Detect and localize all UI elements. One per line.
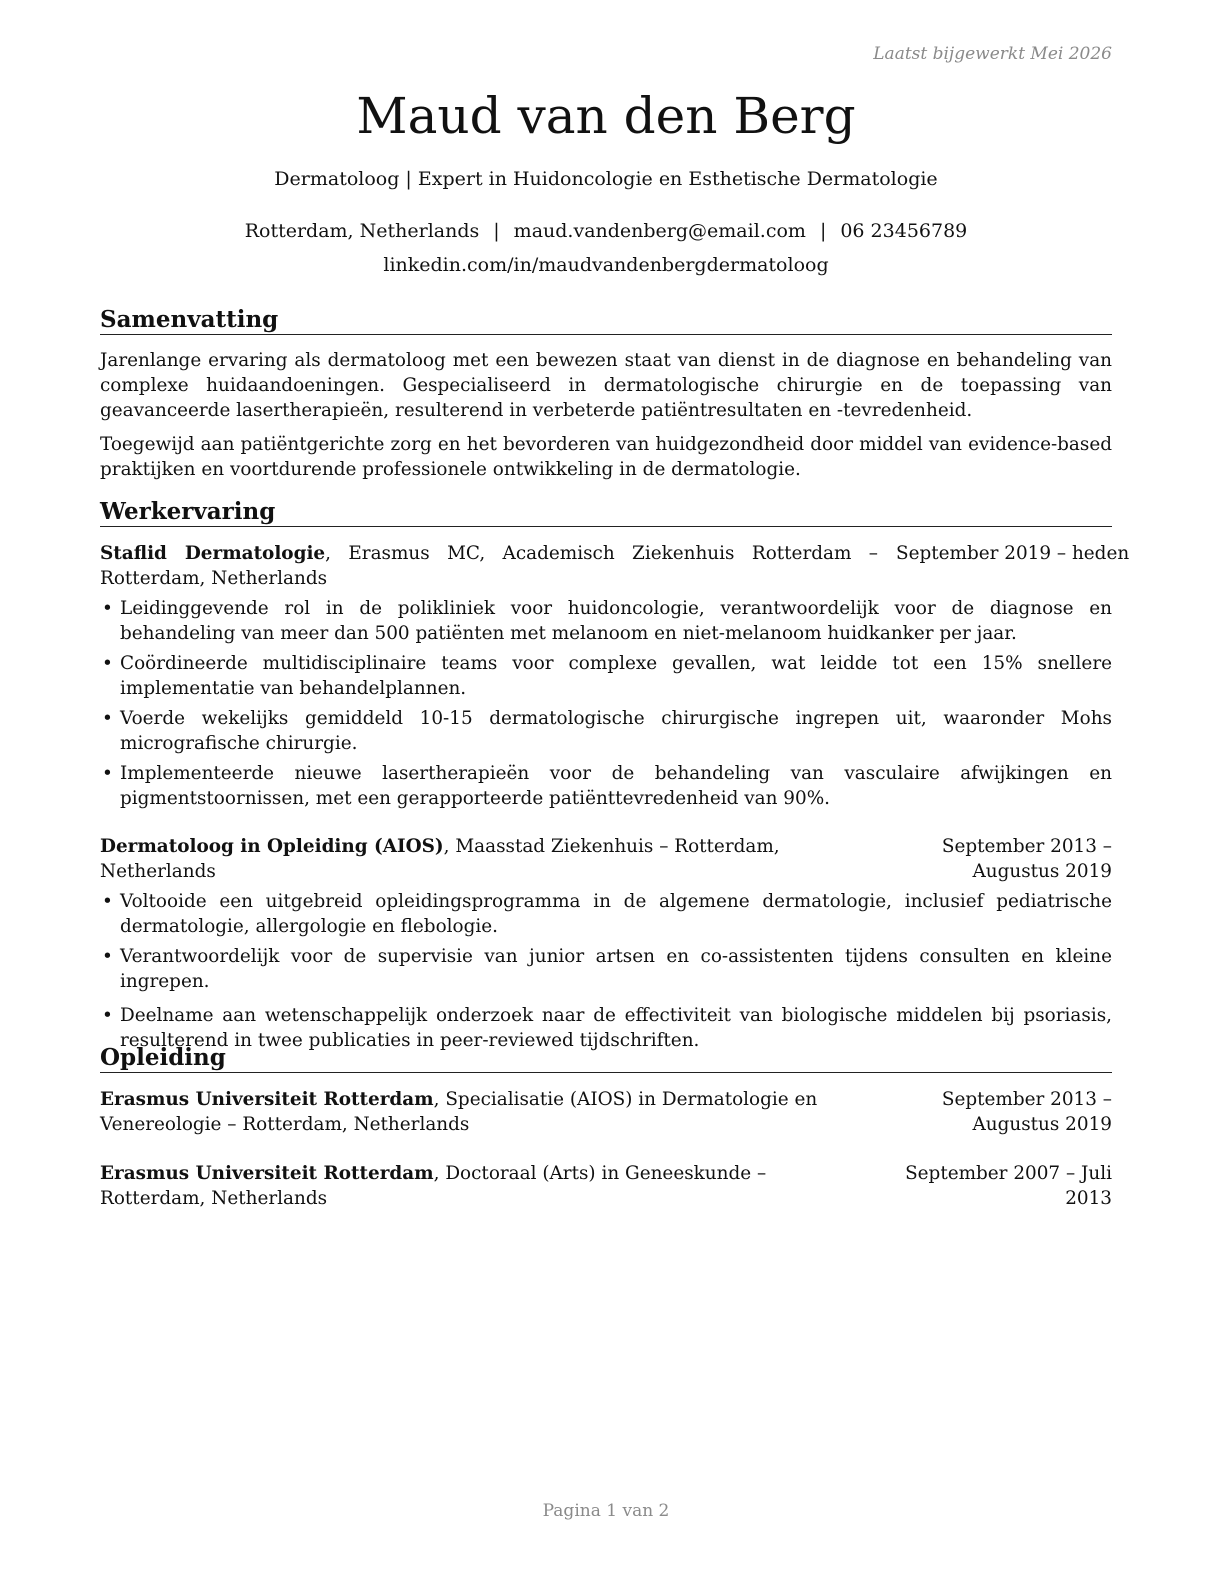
bullet-text: Leidinggevende rol in de polikliniek voor huidoncologie, verantwoordelijk voor de diagnose en behandeling van meer dan 500 patiënten met melanoom en niet-melanoom huidkanker per jaar. — [120, 598, 1112, 644]
section-heading-experience: Werkervaring — [100, 498, 1112, 527]
job-organization: , Maasstad Ziekenhuis – Rotterdam, Netherlands — [100, 836, 780, 882]
education-dates: September 2007 – Juli 2013 — [905, 1163, 1112, 1209]
job-title: Staflid Dermatologie — [100, 543, 326, 564]
education-detail: , Specialisatie (AIOS) in Dermatologie en Venereologie – Rotterdam, Netherlands — [100, 1089, 818, 1135]
job-title: Dermatoloog in Opleiding (AIOS) — [100, 836, 444, 857]
job-dates: September 2013 – Augustus 2019 — [941, 836, 1112, 882]
bullet-icon: • — [102, 1005, 113, 1026]
bullet-icon: • — [102, 763, 113, 784]
contact-linkedin[interactable]: linkedin.com/in/maudvandenbergdermatoloog — [383, 254, 829, 276]
last-updated: Laatst bijgewerkt Mei 2026 — [873, 44, 1112, 64]
job-title-line — [100, 541, 896, 591]
bullet-icon: • — [102, 708, 113, 729]
bullet-icon: • — [102, 653, 113, 674]
list-item — [100, 761, 1112, 811]
bullet-text: Verantwoordelijk voor de supervisie van junior artsen en co-assistenten tijdens consulten en kleine ingrepen. — [120, 946, 1112, 992]
contact-phone: 06 23456789 — [840, 220, 968, 242]
contact-line — [100, 218, 1112, 244]
bullet-text: Implementeerde nieuwe lasertherapieën voor de behandeling van vasculaire afwijkingen en pigmentstoornissen, met een gerapporteerde patiënttevredenheid van 90%. — [120, 763, 1112, 809]
contact-separator: | — [819, 220, 827, 242]
resume-page — [100, 0, 1130, 1584]
list-item — [100, 596, 1112, 646]
bullet-icon: • — [102, 946, 113, 967]
job-dates: September 2019 – heden — [896, 543, 1130, 564]
contact-email[interactable]: maud.vandenberg@email.com — [513, 220, 806, 242]
list-item — [100, 706, 1112, 756]
summary-paragraph: Toegewijd aan patiëntgerichte zorg en het bevorderen van huidgezondheid door middel van evidence-based praktijken en voortdurende professionele ontwikkeling in de dermatologie. — [100, 434, 1112, 480]
list-item — [100, 889, 1112, 939]
education-header — [100, 1161, 1112, 1211]
education-dates: September 2013 – Augustus 2019 — [941, 1089, 1112, 1135]
education-detail: , Doctoraal (Arts) in Geneeskunde – Rotterdam, Netherlands — [100, 1163, 767, 1209]
bullet-text: Coördineerde multidisciplinaire teams voor complexe gevallen, wat leidde tot een 15% snellere implementatie van behandelplannen. — [120, 653, 1112, 699]
page-number: Pagina 1 van 2 — [542, 1501, 670, 1521]
school-name: Erasmus Universiteit Rotterdam — [100, 1089, 434, 1110]
job-organization: , Erasmus MC, Academisch Ziekenhuis Rotterdam – Rotterdam, Netherlands — [100, 543, 878, 589]
candidate-name: Maud van den Berg — [356, 87, 856, 145]
job-header — [100, 834, 1112, 884]
section-heading-summary: Samenvatting — [100, 306, 1112, 335]
list-item — [100, 651, 1112, 701]
education-line — [100, 1161, 878, 1211]
summary-paragraph: Jarenlange ervaring als dermatoloog met een bewezen staat van dienst in de diagnose en behandeling van complexe huidaandoeningen. Gespecialiseerd in dermatologische chirurgie en de toepassing van geavanceerde lasertherapieën, resulterend in verbeterde patiëntresultaten en -tevredenheid. — [100, 350, 1112, 421]
bullet-text: Voltooide een uitgebreid opleidingsprogramma in de algemene dermatologie, inclusief pediatrische dermatologie, allergologie en flebologie. — [120, 891, 1112, 937]
headline: Dermatoloog | Expert in Huidoncologie en Esthetische Dermatologie — [274, 168, 938, 190]
school-name: Erasmus Universiteit Rotterdam — [100, 1163, 434, 1184]
job-title-line — [100, 834, 872, 884]
education-header — [100, 1087, 1112, 1137]
bullet-text: Voerde wekelijks gemiddeld 10-15 dermatologische chirurgische ingrepen uit, waaronder Mohs micrografische chirurgie. — [120, 708, 1112, 754]
job-header — [100, 541, 1130, 591]
job-bullets — [100, 889, 1112, 1058]
contact-separator: | — [493, 220, 500, 242]
list-item — [100, 944, 1112, 994]
job-bullets — [100, 596, 1112, 816]
bullet-icon: • — [102, 891, 113, 912]
bullet-text: Deelname aan wetenschappelijk onderzoek naar de effectiviteit van biologische middelen bij psoriasis, resulterend in twee publicaties in peer-reviewed tijdschriften. — [120, 1005, 1112, 1051]
bullet-icon: • — [102, 598, 113, 619]
education-line — [100, 1087, 878, 1137]
contact-location: Rotterdam, Netherlands — [244, 220, 480, 242]
section-heading-education: Opleiding — [100, 1044, 1112, 1073]
